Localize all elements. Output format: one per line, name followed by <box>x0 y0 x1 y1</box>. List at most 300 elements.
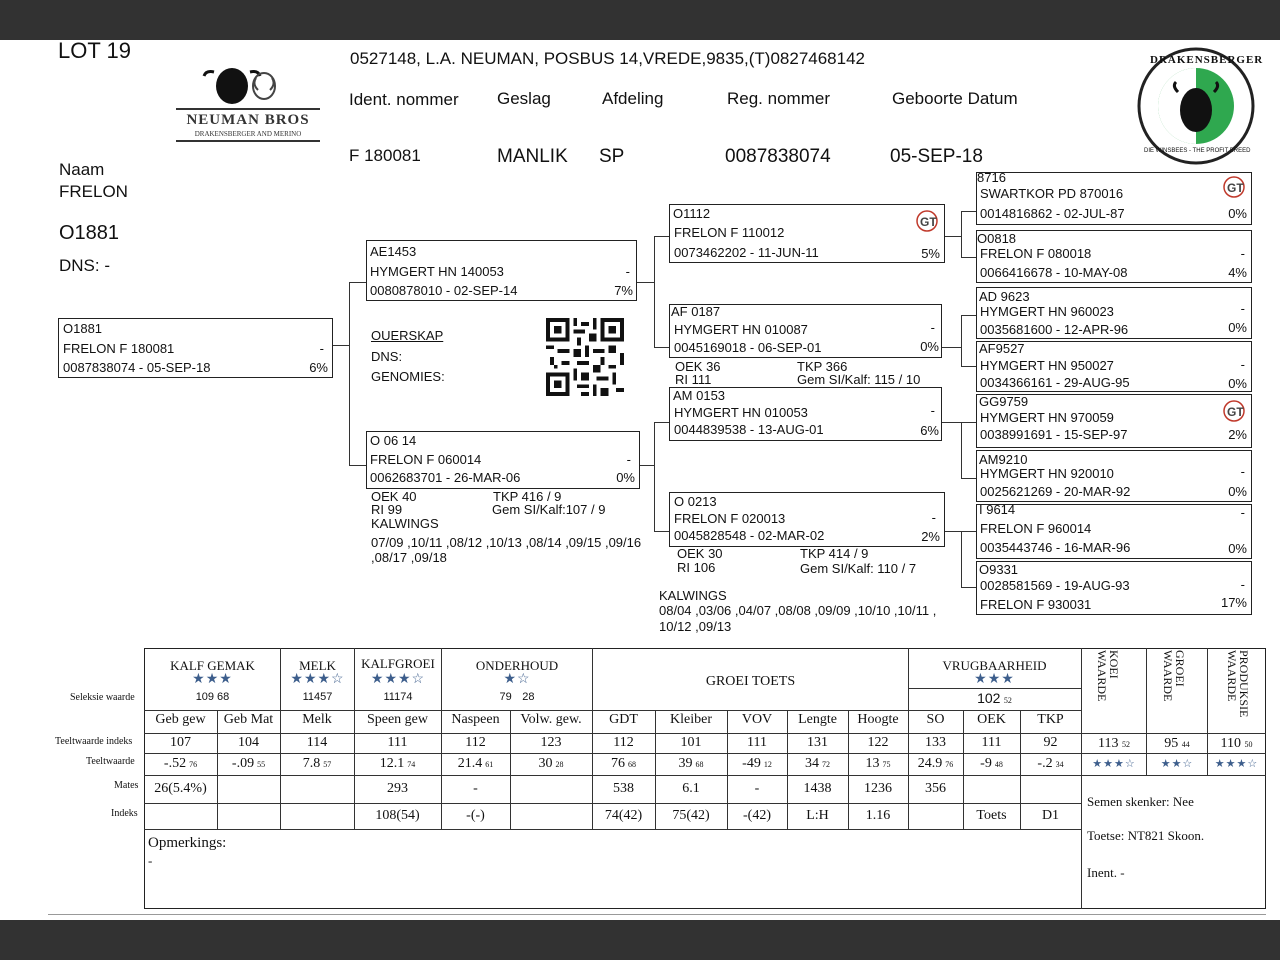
connector <box>654 347 669 348</box>
teelt-value: 24.9 <box>917 756 943 771</box>
ggp-name: HYMGERT HN 950027 <box>980 358 1114 373</box>
ggp-dash: - <box>1240 301 1245 316</box>
grandparent-code: O1112 <box>673 206 711 221</box>
connector <box>945 531 962 532</box>
teelt-cell <box>510 756 592 772</box>
ggp-reg: 0034366161 - 29-AUG-95 <box>980 375 1130 390</box>
teelt-accuracy: 76 <box>945 760 954 769</box>
column-header: Geb gew <box>155 712 206 727</box>
row-label-teelt-indeks: Teeltwaarde indeks <box>55 736 133 747</box>
logo-subtitle: DRAKENSBERGER AND MERINO <box>194 130 302 138</box>
connector <box>961 315 976 316</box>
teelt-value: 7.8 <box>302 756 321 771</box>
ggp-dash: - <box>1240 505 1245 520</box>
group-selection-value <box>441 689 593 705</box>
table-rule <box>908 710 1081 711</box>
grandparent-reg: 0045828548 - 02-MAR-02 <box>674 528 825 543</box>
qr-code <box>545 318 625 396</box>
teelt-value: -.2 <box>1037 756 1053 771</box>
group-value: 114 <box>302 691 321 703</box>
connector <box>961 531 962 587</box>
group-sub: 74 <box>400 691 413 703</box>
mates-cell: - <box>473 781 478 796</box>
table-rule <box>1081 648 1082 909</box>
footer-rule <box>48 914 1266 915</box>
teelt-value: -.09 <box>231 756 255 771</box>
teelt-accuracy: 61 <box>485 760 494 769</box>
teelt-value: 12.1 <box>379 756 405 771</box>
teelt-cell <box>280 756 354 772</box>
table-rule <box>908 688 1081 689</box>
group-stars: ★★★ <box>974 672 1015 687</box>
ggp-reg: 0028581569 - 19-AUG-93 <box>980 578 1130 593</box>
connector <box>654 422 669 423</box>
teelt-value: 30 <box>538 756 553 771</box>
group-sub: 68 <box>217 691 230 703</box>
mates-cell: 6.1 <box>682 781 700 796</box>
indeks-cell: 112 <box>465 735 486 750</box>
teelt-cell <box>592 756 655 772</box>
teelt-cell <box>908 756 963 772</box>
table-rule <box>144 803 1081 804</box>
connector <box>654 236 669 237</box>
mates-cell: 356 <box>925 781 946 796</box>
naam-value: FRELON <box>59 182 128 201</box>
great-grandparent-box <box>976 172 1252 225</box>
group-sub: 57 <box>320 691 333 703</box>
mates-cell: 1438 <box>803 781 832 796</box>
table-rule <box>1207 648 1208 775</box>
indeks-cell: 122 <box>867 735 889 750</box>
teelt-accuracy: 28 <box>555 760 564 769</box>
grand-af-ri: RI 111 <box>675 372 712 387</box>
side-sub: 52 <box>1121 740 1130 749</box>
sire-code: AE1453 <box>370 244 417 259</box>
indeks2-cell: 74(42) <box>604 808 643 823</box>
bottom-bar <box>0 920 1280 960</box>
teelt-accuracy: 57 <box>323 760 332 769</box>
connector <box>961 422 962 478</box>
connector <box>961 422 976 423</box>
connector <box>349 282 350 465</box>
ownership-dns: DNS: <box>371 349 403 364</box>
dam-gem: Gem SI/Kalf:107 / 9 <box>492 502 606 517</box>
row-label-seleksie: Seleksie waarde <box>70 692 135 703</box>
ggp-pct: 0% <box>1228 206 1247 221</box>
column-header: GDT <box>609 712 638 727</box>
dam-oek: OEK 40 <box>371 489 417 504</box>
label-geslag: Geslag <box>497 89 551 108</box>
vertical-header: KOEI WAARDE <box>1095 650 1121 702</box>
indeks-cell: 123 <box>540 735 562 750</box>
subject-name: FRELON F 180081 <box>63 341 175 356</box>
indeks-cell: 131 <box>807 735 828 750</box>
teelt-cell <box>963 756 1020 772</box>
svg-text:GT: GT <box>1227 181 1244 195</box>
teelt-value: -.52 <box>163 756 187 771</box>
ggp-code: O9331 <box>979 562 1019 577</box>
dam-dash: - <box>626 452 631 467</box>
remarks-value: - <box>148 853 153 868</box>
column-header: Melk <box>302 712 332 727</box>
group-title: KALFGROEI <box>361 656 435 671</box>
side-value: 113 <box>1098 736 1119 751</box>
mates-cell: 26(5.4%) <box>154 781 207 796</box>
groei-waarde-stars: ★★☆ <box>1160 757 1194 770</box>
ownership-genomics: GENOMIES: <box>371 369 445 384</box>
grandparent-reg: 0073462202 - 11-JUN-11 <box>674 245 819 260</box>
row-label-teeltwaarde: Teeltwaarde <box>86 756 135 767</box>
ggp-pct: 0% <box>1228 320 1247 335</box>
teelt-accuracy: 72 <box>822 760 830 769</box>
dam-kalwings-label: KALWINGS <box>371 516 439 531</box>
animal-dns: DNS: - <box>59 256 110 275</box>
group-selection-value <box>280 689 355 705</box>
grand-af-tkp: TKP 366 <box>797 359 848 374</box>
neuman-bros-logo <box>176 62 320 144</box>
value-geboorte: 05-SEP-18 <box>890 146 983 167</box>
connector <box>961 366 976 367</box>
value-afdeling: SP <box>599 146 625 167</box>
row-label-mates: Mates <box>114 780 139 791</box>
ggp-reg: 0014816862 - 02-JUL-87 <box>980 206 1125 221</box>
group-selection-value <box>144 689 281 704</box>
table-rule <box>1146 648 1147 775</box>
group-sub: 28 <box>522 691 535 703</box>
teelt-value: 76 <box>611 756 625 771</box>
group-selection-value <box>354 689 442 705</box>
ggp-pct: 0% <box>1228 484 1247 499</box>
grand-o-oek: OEK 30 <box>677 546 723 561</box>
group-value: 111 <box>383 691 401 703</box>
dam-kalwings-2: ,08/17 ,09/18 <box>371 550 447 565</box>
teelt-value: 21.4 <box>457 756 483 771</box>
top-bar <box>0 0 1280 40</box>
grandparent-name: FRELON F 020013 <box>674 511 786 526</box>
connector <box>961 257 976 258</box>
grandparent-name: FRELON F 110012 <box>674 225 785 240</box>
drakensberger-badge <box>1136 46 1264 166</box>
connector <box>961 315 962 366</box>
logo-name: NEUMAN BROS <box>186 112 310 128</box>
grandparent-dash: - <box>931 510 936 525</box>
qr-code-icon <box>545 318 625 396</box>
column-header: TKP <box>1037 712 1064 727</box>
teelt-accuracy: 34 <box>1055 760 1064 769</box>
lot-number: LOT 19 <box>58 38 131 63</box>
dam-code: O 06 14 <box>370 433 417 448</box>
grandparent-name: HYMGERT HN 010053 <box>674 405 808 420</box>
value-ident: F 180081 <box>349 146 421 165</box>
sire-name: HYMGERT HN 140053 <box>370 264 504 279</box>
connector <box>636 282 655 283</box>
ggp-pct: 4% <box>1228 265 1247 280</box>
table-rule <box>144 829 1081 830</box>
teelt-cell <box>727 756 787 772</box>
group-stars: ★★★ <box>192 672 233 687</box>
semen-info: Semen skenker: Nee <box>1087 794 1194 809</box>
inent-info: Inent. - <box>1087 865 1125 880</box>
teelt-cell <box>1020 756 1081 772</box>
group-value: 79 <box>499 691 512 703</box>
value-reg: 0087838074 <box>725 146 831 167</box>
ggp-code: 8716 <box>977 170 1006 185</box>
great-grandparent-box <box>976 450 1252 502</box>
connector <box>349 465 366 466</box>
ggp-name: SWARTKOR PD 870016 <box>980 186 1124 201</box>
indeks-cell: 92 <box>1043 735 1058 750</box>
column-header: Hoogte <box>857 712 899 727</box>
breeder-line: 0527148, L.A. NEUMAN, POSBUS 14,VREDE,9835,(T)0827468142 <box>350 49 866 68</box>
table-rule <box>144 733 1266 734</box>
group-value: 102 <box>977 690 1001 706</box>
teelt-cell <box>787 756 848 772</box>
connector <box>961 587 976 588</box>
gt-badge-icon <box>916 210 938 232</box>
indeks-cell: 111 <box>387 735 408 750</box>
teelt-cell <box>217 756 280 772</box>
teelt-value: 13 <box>865 756 880 771</box>
group-stars: ★★★☆ <box>290 672 345 687</box>
grandparent-dash: - <box>930 320 935 335</box>
gt-badge-icon <box>1223 176 1245 198</box>
connector <box>961 211 962 257</box>
ggp-name: HYMGERT HN 970059 <box>980 410 1114 425</box>
label-geboorte: Geboorte Datum <box>892 89 1018 108</box>
ggp-pct: 17% <box>1220 595 1247 610</box>
group-title: VRUGBAARHEID <box>942 658 1047 673</box>
teelt-cell <box>354 756 441 772</box>
connector <box>961 211 976 212</box>
toetse-info: Toetse: NT821 Skoon. <box>1087 828 1205 843</box>
side-value: 110 <box>1220 736 1241 751</box>
ggp-dash: - <box>1240 357 1245 372</box>
ggp-pct: 0% <box>1228 541 1247 556</box>
teelt-value: 34 <box>805 756 819 771</box>
badge-bottom-text: DIE WINSBEES - THE PROFIT BREED <box>1144 148 1251 154</box>
group-title: ONDERHOUD <box>475 658 559 673</box>
group-title: KALF GEMAK <box>170 658 255 673</box>
group-value: 109 <box>195 691 215 703</box>
subject-pct: 6% <box>309 360 328 375</box>
gt-badge-icon <box>1223 400 1245 422</box>
connector <box>333 345 350 346</box>
indeks-cell: 114 <box>306 735 328 750</box>
indeks2-cell: L:H <box>806 808 829 823</box>
subject-reg: 0087838074 - 05-SEP-18 <box>63 360 211 375</box>
grandparent-pct: 2% <box>921 529 940 544</box>
connector <box>654 236 655 347</box>
indeks-cell: 133 <box>925 735 946 750</box>
grand-kalwings-1: 08/04 ,03/06 ,04/07 ,08/08 ,09/09 ,10/10 ,10/11 , <box>659 603 937 618</box>
groei-waarde-value <box>1146 736 1208 752</box>
subject-dash: - <box>319 341 324 356</box>
sire-dash: - <box>625 264 630 279</box>
ggp-name: FRELON F 930031 <box>980 597 1092 612</box>
svg-text:GT: GT <box>1227 405 1244 419</box>
indeks-cell: 104 <box>238 735 259 750</box>
grandparent-reg: 0045169018 - 06-SEP-01 <box>674 340 822 355</box>
naam-label: Naam <box>59 160 105 179</box>
side-sub: 44 <box>1181 740 1190 749</box>
dam-kalwings-1: 07/09 ,10/11 ,08/12 ,10/13 ,08/14 ,09/15 ,09/16 <box>371 535 642 550</box>
grandparent-box <box>669 204 945 263</box>
indeks-cell: 112 <box>613 735 634 750</box>
grandparent-pct: 5% <box>921 246 940 261</box>
column-header: Lengte <box>798 712 837 727</box>
mates-cell: 293 <box>387 781 408 796</box>
dam-tkp: TKP 416 / 9 <box>493 489 562 504</box>
grandparent-code: AF 0187 <box>671 304 721 319</box>
connector <box>945 236 962 237</box>
row-label-indeks: Indeks <box>111 808 138 819</box>
value-geslag: MANLIK <box>497 146 568 167</box>
label-ident: Ident. nommer <box>349 90 459 109</box>
column-header: SO <box>926 712 945 727</box>
ggp-reg: 0038991691 - 15-SEP-97 <box>980 427 1128 442</box>
grandparent-box <box>669 492 945 547</box>
grand-af-oek: OEK 36 <box>675 359 721 374</box>
great-grandparent-box <box>976 287 1252 339</box>
sire-reg: 0080878010 - 02-SEP-14 <box>370 283 518 298</box>
group-title: GROEI TOETS <box>705 674 796 689</box>
ggp-dash: - <box>1240 577 1245 592</box>
column-header: Kleiber <box>670 712 712 727</box>
indeks2-cell: Toets <box>976 808 1007 823</box>
teelt-accuracy: 55 <box>257 760 266 769</box>
column-header: Volw. gew. <box>520 712 582 727</box>
produksie-waarde-value <box>1207 736 1266 752</box>
ggp-code: AD 9623 <box>979 289 1030 304</box>
connector <box>961 478 976 479</box>
grandparent-box <box>669 387 942 441</box>
teelt-accuracy: 76 <box>189 760 198 769</box>
grandparent-pct: 6% <box>920 423 939 438</box>
indeks-cell: 101 <box>680 735 702 750</box>
sire-pct: 7% <box>614 283 633 298</box>
subject-code: O1881 <box>63 321 103 336</box>
teelt-cell <box>144 756 217 772</box>
great-grandparent-box <box>976 341 1252 392</box>
connector <box>961 531 976 532</box>
dam-ri: RI 99 <box>371 502 403 517</box>
ggp-reg: 0025621269 - 20-MAR-92 <box>980 484 1131 499</box>
indeks2-cell: 1.16 <box>865 808 891 823</box>
column-header: OEK <box>977 712 1006 727</box>
teelt-value: -49 <box>742 756 761 771</box>
grand-kalwings-label: KALWINGS <box>659 588 727 603</box>
group-selection-value <box>908 690 1081 708</box>
indeks2-cell: 75(42) <box>672 808 710 823</box>
ggp-reg: 0066416678 - 10-MAY-08 <box>980 265 1128 280</box>
subject-box <box>58 318 333 378</box>
indeks2-cell: 108(54) <box>375 808 420 823</box>
label-afdeling: Afdeling <box>602 89 664 108</box>
ggp-reg: 0035681600 - 12-APR-96 <box>980 322 1129 337</box>
teelt-accuracy: 48 <box>994 760 1003 769</box>
column-header: Naspeen <box>451 712 500 727</box>
grand-o-gem: Gem SI/Kalf: 110 / 7 <box>800 561 917 576</box>
teelt-accuracy: 12 <box>763 760 772 769</box>
ggp-code: GG9759 <box>979 394 1029 409</box>
connector <box>942 347 962 348</box>
mates-cell: 1236 <box>864 781 892 796</box>
column-header: VOV <box>741 712 773 727</box>
connector <box>654 531 669 532</box>
ggp-code: O0818 <box>977 231 1017 246</box>
ggp-name: HYMGERT HN 920010 <box>980 466 1114 481</box>
teelt-accuracy: 75 <box>882 760 891 769</box>
table-rule <box>144 710 909 711</box>
ggp-reg: 0035443746 - 16-MAR-96 <box>980 540 1131 555</box>
koei-waarde-value <box>1081 736 1147 752</box>
teelt-accuracy: 68 <box>628 760 636 769</box>
vertical-header: GROEI WAARDE <box>1161 650 1187 702</box>
produksie-waarde-stars: ★★★☆ <box>1214 757 1259 770</box>
great-grandparent-box <box>976 230 1252 283</box>
column-header: Geb Mat <box>223 712 274 727</box>
animal-id: O1881 <box>59 222 120 244</box>
teelt-cell <box>848 756 908 772</box>
indeks-cell: 107 <box>170 735 191 750</box>
sire-box <box>366 240 637 301</box>
side-value: 95 <box>1164 736 1179 751</box>
ggp-pct: 2% <box>1228 427 1247 442</box>
column-header: Speen gew <box>366 712 429 727</box>
grandparent-dash: - <box>930 403 935 418</box>
mates-cell: 538 <box>613 781 634 796</box>
group-title: MELK <box>299 658 336 673</box>
teelt-value: 39 <box>678 756 693 771</box>
great-grandparent-box <box>976 394 1252 448</box>
grandparent-pct: 0% <box>920 339 939 354</box>
table-rule <box>144 753 1266 754</box>
indeks2-cell: -(-) <box>466 808 485 823</box>
grand-o-tkp: TKP 414 / 9 <box>800 546 869 561</box>
group-stars: ★★★☆ <box>370 672 426 687</box>
grand-af-gem: Gem SI/Kalf: 115 / 10 <box>797 372 921 387</box>
group-stars: ★☆ <box>503 672 531 687</box>
ggp-name: FRELON F 080018 <box>980 246 1092 261</box>
remarks-label: Opmerkings: <box>148 835 227 851</box>
koei-waarde-stars: ★★★☆ <box>1092 757 1136 770</box>
great-grandparent-box <box>976 561 1252 615</box>
indeks-cell: 111 <box>981 735 1002 750</box>
ownership-title: OUERSKAP <box>371 328 444 343</box>
teelt-cell <box>441 756 510 772</box>
mates-cell: - <box>754 781 760 796</box>
grandparent-code: AM 0153 <box>673 388 726 403</box>
vertical-header: PRODUKSIE WAARDE <box>1225 650 1251 718</box>
teelt-accuracy: 68 <box>695 760 704 769</box>
svg-text:GT: GT <box>920 215 937 229</box>
label-reg: Reg. nommer <box>727 89 830 108</box>
connector <box>942 422 962 423</box>
dam-pct: 0% <box>616 470 635 485</box>
indeks-cell: 111 <box>747 735 767 750</box>
teelt-cell <box>655 756 727 772</box>
ggp-dash: - <box>1240 464 1245 479</box>
connector <box>639 465 655 466</box>
dam-reg: 0062683701 - 26-MAR-06 <box>370 470 521 485</box>
teelt-accuracy: 74 <box>407 760 416 769</box>
teelt-value: -9 <box>980 756 992 771</box>
group-sub: 52 <box>1003 696 1012 705</box>
grandparent-name: HYMGERT HN 010087 <box>674 322 808 337</box>
connector <box>349 282 366 283</box>
grandparent-reg: 0044839538 - 13-AUG-01 <box>674 422 824 437</box>
badge-top-text: DRAKENSBERGER <box>1150 54 1264 66</box>
